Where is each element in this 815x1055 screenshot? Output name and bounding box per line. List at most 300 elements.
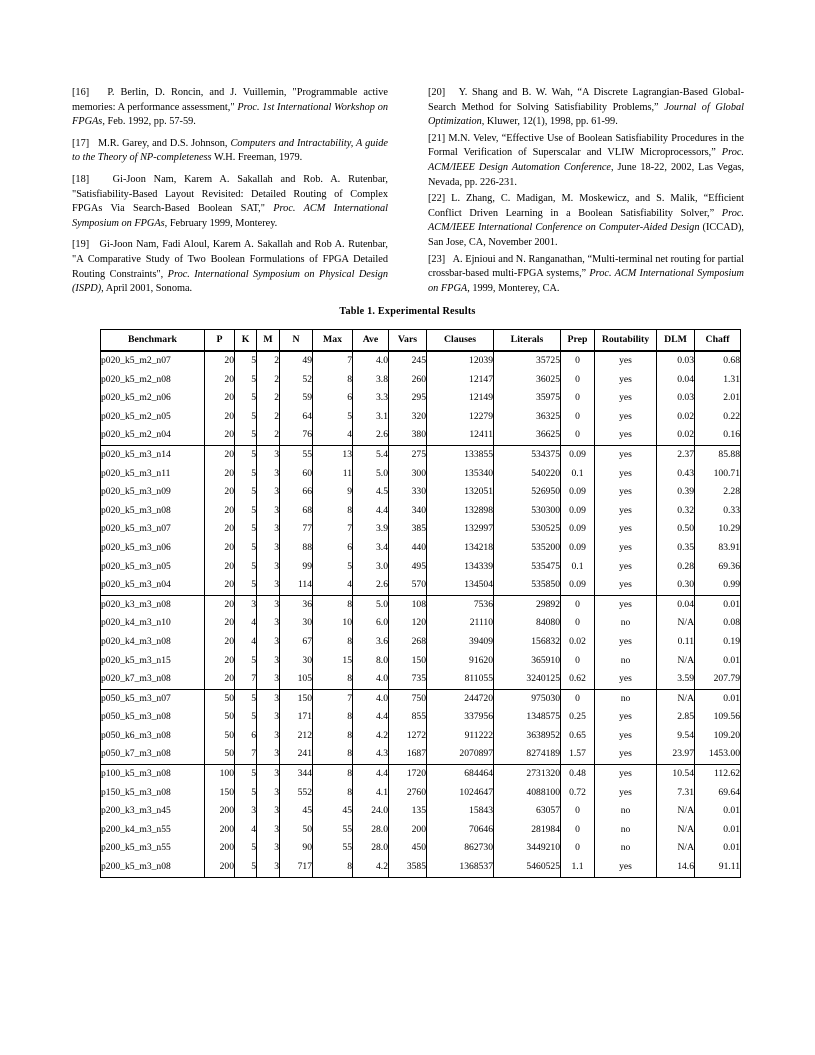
data-cell: 5 [235, 765, 257, 784]
data-cell: 59 [280, 389, 313, 408]
data-cell: 3 [257, 821, 280, 840]
data-cell: 5 [235, 351, 257, 371]
table-row [101, 821, 741, 840]
benchmark-name-cell: p200_k5_m3_n55 [101, 839, 205, 858]
prep-cell: 0.02 [561, 633, 595, 652]
data-cell: 109.20 [695, 727, 741, 746]
experimental-results-table [100, 329, 741, 878]
data-cell: 811055 [427, 670, 494, 689]
data-cell: 2.85 [657, 708, 695, 727]
data-cell: 0.30 [657, 576, 695, 595]
data-cell: 84080 [494, 614, 561, 633]
data-cell: 4 [313, 426, 353, 445]
data-cell: N/A [657, 652, 695, 671]
data-cell: 20 [205, 558, 235, 577]
prep-cell: 0 [561, 389, 595, 408]
data-cell: 245 [389, 351, 427, 371]
data-cell: 1024647 [427, 784, 494, 803]
prep-cell: 0 [561, 371, 595, 390]
data-cell: 3 [257, 745, 280, 764]
data-cell: 45 [280, 802, 313, 821]
table-row [101, 445, 741, 464]
prep-cell: 0 [561, 595, 595, 614]
data-cell: 108 [389, 595, 427, 614]
data-cell: 1368537 [427, 858, 494, 877]
data-cell: 3.8 [353, 371, 389, 390]
data-cell: 530525 [494, 520, 561, 539]
prep-cell: 0 [561, 802, 595, 821]
data-cell: 12279 [427, 408, 494, 427]
data-cell: 4 [235, 821, 257, 840]
data-cell: 0.02 [657, 426, 695, 445]
routability-cell: yes [595, 727, 657, 746]
data-cell: 2 [257, 408, 280, 427]
benchmark-name-cell: p020_k5_m3_n08 [101, 502, 205, 521]
prep-cell: 0.1 [561, 465, 595, 484]
prep-cell: 1.1 [561, 858, 595, 877]
data-cell: 12411 [427, 426, 494, 445]
data-cell: 3 [257, 576, 280, 595]
routability-cell: no [595, 802, 657, 821]
data-cell: 83.91 [695, 539, 741, 558]
data-cell: 2760 [389, 784, 427, 803]
data-cell: 3 [257, 465, 280, 484]
table-row [101, 784, 741, 803]
data-cell: 534375 [494, 445, 561, 464]
data-cell: 0.16 [695, 426, 741, 445]
data-cell: 9 [313, 483, 353, 502]
data-cell: 66 [280, 483, 313, 502]
data-cell: 6.0 [353, 614, 389, 633]
data-cell: 13 [313, 445, 353, 464]
data-cell: N/A [657, 802, 695, 821]
experimental-results-table-wrapper [100, 329, 740, 878]
table-row [101, 689, 741, 708]
data-cell: 91620 [427, 652, 494, 671]
data-cell: 320 [389, 408, 427, 427]
data-cell: 0.32 [657, 502, 695, 521]
column-header: DLM [657, 330, 695, 352]
data-cell: 3 [257, 727, 280, 746]
data-cell: 8 [313, 708, 353, 727]
benchmark-name-cell: p020_k5_m2_n05 [101, 408, 205, 427]
data-cell: 5 [235, 576, 257, 595]
routability-cell: yes [595, 576, 657, 595]
data-cell: 3 [257, 708, 280, 727]
data-cell: 24.0 [353, 802, 389, 821]
table-row [101, 389, 741, 408]
data-cell: 50 [205, 745, 235, 764]
table-row [101, 502, 741, 521]
data-cell: 132898 [427, 502, 494, 521]
reference-entry: [20] Y. Shang and B. W. Wah, “A Discrete Lagrangian-Based Global-Search Method for Solving Satisfiability Problems,” Journal of Global Optimization, Kluwer, 12(1), 1998, pp. 61-99. [428, 87, 744, 128]
table-row [101, 802, 741, 821]
data-cell: 63057 [494, 802, 561, 821]
data-cell: 67 [280, 633, 313, 652]
data-cell: 2.01 [695, 389, 741, 408]
data-cell: 268 [389, 633, 427, 652]
table-caption: Table 1. Experimental Results [339, 306, 476, 317]
data-cell: 855 [389, 708, 427, 727]
data-cell: 2 [257, 371, 280, 390]
data-cell: 3 [257, 502, 280, 521]
benchmark-name-cell: p020_k5_m2_n08 [101, 371, 205, 390]
routability-cell: yes [595, 520, 657, 539]
data-cell: 7 [235, 670, 257, 689]
data-cell: 3638952 [494, 727, 561, 746]
prep-cell: 0.09 [561, 576, 595, 595]
data-cell: 535475 [494, 558, 561, 577]
data-cell: 260 [389, 371, 427, 390]
table-row [101, 539, 741, 558]
data-cell: 0.01 [695, 689, 741, 708]
data-cell: 3 [257, 689, 280, 708]
prep-cell: 0 [561, 351, 595, 371]
data-cell: N/A [657, 821, 695, 840]
data-cell: 29892 [494, 595, 561, 614]
data-cell: 50 [205, 727, 235, 746]
data-cell: 0.03 [657, 389, 695, 408]
data-cell: 1687 [389, 745, 427, 764]
data-cell: 100.71 [695, 465, 741, 484]
column-header: Prep [561, 330, 595, 352]
data-cell: 3 [257, 802, 280, 821]
routability-cell: yes [595, 708, 657, 727]
data-cell: 91.11 [695, 858, 741, 877]
data-cell: 385 [389, 520, 427, 539]
data-cell: 8 [313, 502, 353, 521]
data-cell: 20 [205, 595, 235, 614]
data-cell: 3 [257, 558, 280, 577]
data-cell: 5 [313, 408, 353, 427]
prep-cell: 0 [561, 689, 595, 708]
data-cell: 2 [257, 426, 280, 445]
data-cell: 0.33 [695, 502, 741, 521]
routability-cell: yes [595, 765, 657, 784]
data-cell: 132051 [427, 483, 494, 502]
benchmark-name-cell: p020_k5_m3_n06 [101, 539, 205, 558]
column-header: K [235, 330, 257, 352]
data-cell: 20 [205, 371, 235, 390]
data-cell: 135340 [427, 465, 494, 484]
table-row [101, 858, 741, 877]
routability-cell: yes [595, 389, 657, 408]
data-cell: 134218 [427, 539, 494, 558]
data-cell: 0.50 [657, 520, 695, 539]
data-cell: 3449210 [494, 839, 561, 858]
benchmark-name-cell: p020_k5_m3_n09 [101, 483, 205, 502]
data-cell: 3 [257, 595, 280, 614]
prep-cell: 0 [561, 839, 595, 858]
data-cell: 7 [235, 745, 257, 764]
prep-cell: 0.25 [561, 708, 595, 727]
data-cell: 20 [205, 576, 235, 595]
data-cell: 3 [257, 858, 280, 877]
table-row [101, 520, 741, 539]
data-cell: 20 [205, 426, 235, 445]
data-cell: 69.64 [695, 784, 741, 803]
data-cell: N/A [657, 614, 695, 633]
data-cell: 50 [205, 689, 235, 708]
benchmark-name-cell: p050_k5_m3_n07 [101, 689, 205, 708]
prep-cell: 0.09 [561, 502, 595, 521]
data-cell: 49 [280, 351, 313, 371]
column-header: Max [313, 330, 353, 352]
data-cell: 0.01 [695, 595, 741, 614]
data-cell: 12147 [427, 371, 494, 390]
data-cell: 337956 [427, 708, 494, 727]
data-cell: 4.5 [353, 483, 389, 502]
reference-entry: [22] L. Zhang, C. Madigan, M. Moskewicz, and S. Malik, “Efficient Conflict Driven Learning in a Boolean Satisfiability Solver,” Proc. ACM/IEEE International Conference on Computer-Aided Design (ICCAD), San Jose, CA, November 2001. [428, 193, 744, 249]
benchmark-name-cell: p100_k5_m3_n08 [101, 765, 205, 784]
data-cell: 12149 [427, 389, 494, 408]
data-cell: 10.29 [695, 520, 741, 539]
data-cell: 1720 [389, 765, 427, 784]
data-cell: 90 [280, 839, 313, 858]
routability-cell: yes [595, 745, 657, 764]
data-cell: 68 [280, 502, 313, 521]
prep-cell: 0.09 [561, 539, 595, 558]
data-cell: 0.39 [657, 483, 695, 502]
data-cell: 0.08 [695, 614, 741, 633]
routability-cell: yes [595, 426, 657, 445]
table-row [101, 652, 741, 671]
data-cell: 0.01 [695, 839, 741, 858]
data-cell: 76 [280, 426, 313, 445]
routability-cell: yes [595, 408, 657, 427]
data-cell: 750 [389, 689, 427, 708]
data-cell: 8.0 [353, 652, 389, 671]
data-cell: 36625 [494, 426, 561, 445]
data-cell: 0.99 [695, 576, 741, 595]
table-row [101, 351, 741, 371]
table-row [101, 839, 741, 858]
table-row [101, 745, 741, 764]
data-cell: 88 [280, 539, 313, 558]
prep-cell: 0.62 [561, 670, 595, 689]
data-cell: 380 [389, 426, 427, 445]
column-header: P [205, 330, 235, 352]
data-cell: 3.6 [353, 633, 389, 652]
routability-cell: no [595, 821, 657, 840]
prep-cell: 0 [561, 614, 595, 633]
data-cell: 212 [280, 727, 313, 746]
data-cell: 365910 [494, 652, 561, 671]
column-header: Routability [595, 330, 657, 352]
data-cell: 526950 [494, 483, 561, 502]
data-cell: 4.4 [353, 502, 389, 521]
routability-cell: yes [595, 784, 657, 803]
data-cell: 0.35 [657, 539, 695, 558]
column-header: Clauses [427, 330, 494, 352]
routability-cell: yes [595, 351, 657, 371]
data-cell: 20 [205, 539, 235, 558]
table-row [101, 426, 741, 445]
data-cell: 135 [389, 802, 427, 821]
table-row [101, 614, 741, 633]
data-cell: 7536 [427, 595, 494, 614]
data-cell: 4.3 [353, 745, 389, 764]
data-cell: 3.4 [353, 539, 389, 558]
data-cell: 20 [205, 520, 235, 539]
data-cell: 5 [235, 465, 257, 484]
data-cell: 21110 [427, 614, 494, 633]
routability-cell: yes [595, 633, 657, 652]
table-header-row [101, 330, 741, 352]
data-cell: 4.0 [353, 689, 389, 708]
reference-entry: [18] Gi-Joon Nam, Karem A. Sakallah and Rob. A. Rutenbar, "Satisfiability-Based Layout Revisited: Detailed Routing of Complex FPGAs Via Search-Based Boolean SAT," Proc. ACM International Symposium on FPGAs, February 1999, Monterey. [72, 174, 389, 229]
data-cell: 0.01 [695, 652, 741, 671]
data-cell: 6 [313, 539, 353, 558]
data-cell: 4.1 [353, 784, 389, 803]
data-cell: 241 [280, 745, 313, 764]
routability-cell: yes [595, 371, 657, 390]
data-cell: 3.3 [353, 389, 389, 408]
data-cell: 8 [313, 784, 353, 803]
data-cell: 20 [205, 614, 235, 633]
data-cell: 5.0 [353, 465, 389, 484]
data-cell: 9.54 [657, 727, 695, 746]
data-cell: 112.62 [695, 765, 741, 784]
table-body [101, 351, 741, 877]
data-cell: 2070897 [427, 745, 494, 764]
data-cell: 8274189 [494, 745, 561, 764]
data-cell: 1348575 [494, 708, 561, 727]
data-cell: 114 [280, 576, 313, 595]
data-cell: 5 [235, 445, 257, 464]
data-cell: 3 [257, 445, 280, 464]
data-cell: 0.43 [657, 465, 695, 484]
prep-cell: 1.57 [561, 745, 595, 764]
data-cell: 570 [389, 576, 427, 595]
data-cell: 50 [205, 708, 235, 727]
data-cell: 2 [257, 351, 280, 371]
data-cell: 30 [280, 652, 313, 671]
data-cell: 64 [280, 408, 313, 427]
data-cell: 20 [205, 483, 235, 502]
table-row [101, 371, 741, 390]
data-cell: 2.6 [353, 576, 389, 595]
benchmark-name-cell: p020_k5_m2_n07 [101, 351, 205, 371]
data-cell: 3240125 [494, 670, 561, 689]
routability-cell: yes [595, 483, 657, 502]
data-cell: 99 [280, 558, 313, 577]
table-row [101, 576, 741, 595]
routability-cell: yes [595, 502, 657, 521]
data-cell: 535850 [494, 576, 561, 595]
column-header: M [257, 330, 280, 352]
data-cell: 4.2 [353, 727, 389, 746]
table-row [101, 708, 741, 727]
data-cell: 5 [235, 502, 257, 521]
data-cell: 36025 [494, 371, 561, 390]
data-cell: 0.28 [657, 558, 695, 577]
data-cell: 300 [389, 465, 427, 484]
data-cell: 15 [313, 652, 353, 671]
data-cell: 200 [389, 821, 427, 840]
data-cell: 5.4 [353, 445, 389, 464]
data-cell: 450 [389, 839, 427, 858]
data-cell: 20 [205, 652, 235, 671]
data-cell: 105 [280, 670, 313, 689]
data-cell: 0.11 [657, 633, 695, 652]
data-cell: 975030 [494, 689, 561, 708]
prep-cell: 0.1 [561, 558, 595, 577]
routability-cell: no [595, 689, 657, 708]
data-cell: 8 [313, 371, 353, 390]
data-cell: 200 [205, 858, 235, 877]
data-cell: 3.59 [657, 670, 695, 689]
data-cell: 8 [313, 595, 353, 614]
data-cell: 120 [389, 614, 427, 633]
data-cell: 5 [235, 371, 257, 390]
data-cell: 911222 [427, 727, 494, 746]
data-cell: 50 [280, 821, 313, 840]
table-row [101, 408, 741, 427]
data-cell: 45 [313, 802, 353, 821]
data-cell: N/A [657, 689, 695, 708]
data-cell: 552 [280, 784, 313, 803]
benchmark-name-cell: p200_k5_m3_n08 [101, 858, 205, 877]
data-cell: 200 [205, 802, 235, 821]
data-cell: 3 [257, 539, 280, 558]
reference-entry: [17] M.R. Garey, and D.S. Johnson, Computers and Intractability, A guide to the Theory of NP-completeness W.H. Freeman, 1979. [72, 137, 388, 164]
data-cell: 0.01 [695, 821, 741, 840]
references-section [72, 86, 744, 299]
data-cell: 3.9 [353, 520, 389, 539]
data-cell: 69.36 [695, 558, 741, 577]
prep-cell: 0.72 [561, 784, 595, 803]
data-cell: 2.37 [657, 445, 695, 464]
data-cell: 8 [313, 670, 353, 689]
data-cell: 530300 [494, 502, 561, 521]
data-cell: 10 [313, 614, 353, 633]
routability-cell: yes [595, 595, 657, 614]
data-cell: 0.04 [657, 371, 695, 390]
benchmark-name-cell: p020_k5_m3_n11 [101, 465, 205, 484]
data-cell: 150 [389, 652, 427, 671]
column-header: Benchmark [101, 330, 205, 352]
benchmark-name-cell: p020_k5_m2_n06 [101, 389, 205, 408]
table-row [101, 765, 741, 784]
data-cell: 5 [235, 858, 257, 877]
table-row [101, 558, 741, 577]
data-cell: 0.01 [695, 802, 741, 821]
data-cell: 4.4 [353, 708, 389, 727]
column-header: Chaff [695, 330, 741, 352]
data-cell: 5 [235, 708, 257, 727]
routability-cell: no [595, 839, 657, 858]
data-cell: 0.68 [695, 351, 741, 371]
data-cell: 4 [313, 576, 353, 595]
column-header: Literals [494, 330, 561, 352]
data-cell: 5 [235, 389, 257, 408]
data-cell: 20 [205, 633, 235, 652]
data-cell: 540220 [494, 465, 561, 484]
data-cell: 55 [313, 839, 353, 858]
data-cell: 3 [257, 784, 280, 803]
data-cell: 5 [235, 558, 257, 577]
benchmark-name-cell: p200_k4_m3_n55 [101, 821, 205, 840]
data-cell: 344 [280, 765, 313, 784]
prep-cell: 0 [561, 408, 595, 427]
prep-cell: 0 [561, 821, 595, 840]
data-cell: 1453.00 [695, 745, 741, 764]
table-row [101, 633, 741, 652]
data-cell: 5 [235, 408, 257, 427]
data-cell: 5 [235, 689, 257, 708]
data-cell: 244720 [427, 689, 494, 708]
